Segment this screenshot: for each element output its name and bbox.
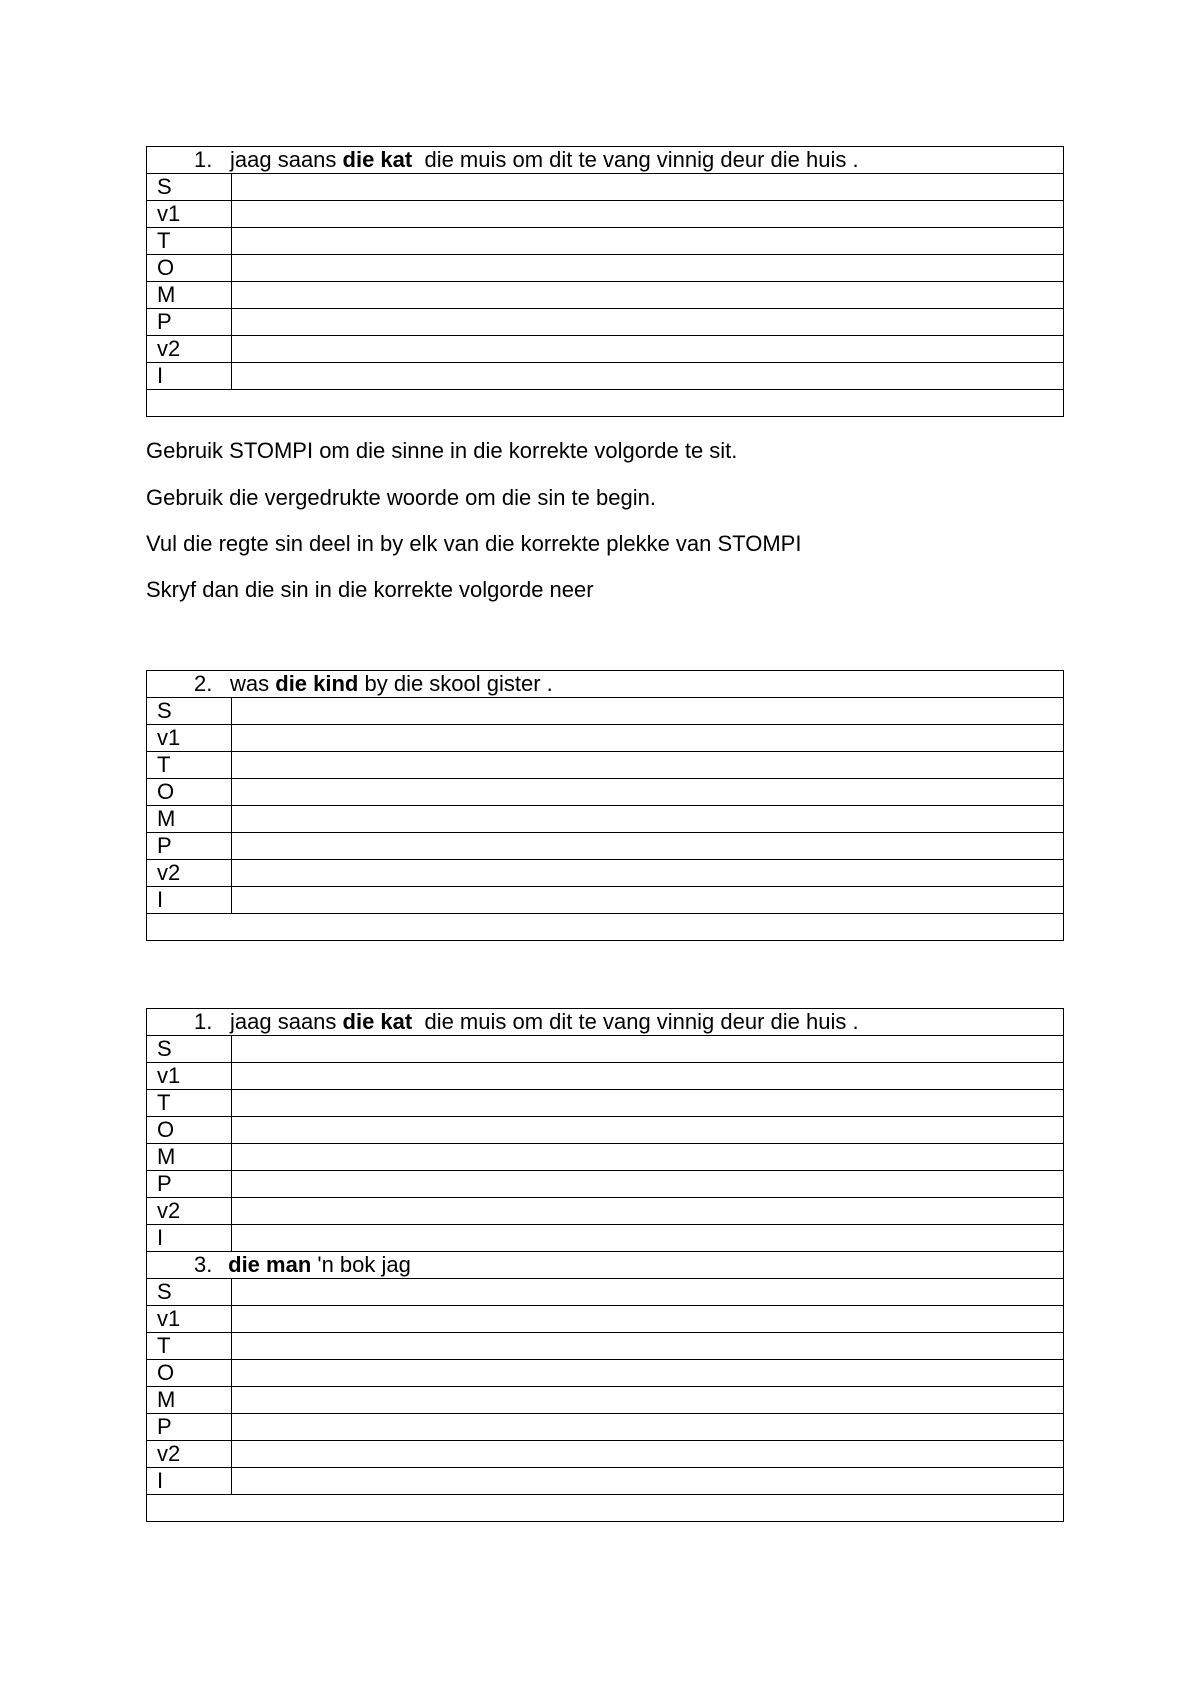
row-label: v2 [147, 1441, 232, 1468]
answer-cell[interactable] [232, 1117, 1064, 1144]
row-label: P [147, 1414, 232, 1441]
table-row [147, 174, 1064, 201]
answer-cell[interactable] [232, 1468, 1064, 1495]
row-label: T [147, 1333, 232, 1360]
stompi-table-1 [146, 146, 1064, 417]
table-row [147, 201, 1064, 228]
answer-cell[interactable] [232, 1279, 1064, 1306]
answer-cell[interactable] [232, 779, 1064, 806]
table-row [147, 363, 1064, 390]
row-label: P [147, 309, 232, 336]
sentence-answer-cell[interactable] [147, 914, 1064, 941]
row-label: P [147, 833, 232, 860]
row-label: v2 [147, 1198, 232, 1225]
table-row [147, 806, 1064, 833]
answer-cell[interactable] [232, 1360, 1064, 1387]
table-row [147, 1414, 1064, 1441]
table-row [147, 698, 1064, 725]
answer-cell[interactable] [232, 806, 1064, 833]
row-label: O [147, 255, 232, 282]
row-label: I [147, 887, 232, 914]
answer-cell[interactable] [232, 1198, 1064, 1225]
table-row [147, 309, 1064, 336]
question-text: 2. was die kind by die skool gister . [147, 671, 1064, 698]
answer-cell[interactable] [232, 174, 1064, 201]
answer-cell[interactable] [232, 887, 1064, 914]
answer-cell[interactable] [232, 1333, 1064, 1360]
answer-cell[interactable] [232, 1144, 1064, 1171]
instruction-line: Gebruik STOMPI om die sinne in die korrekte volgorde te sit. [146, 438, 738, 463]
table-row [147, 779, 1064, 806]
answer-cell[interactable] [232, 1306, 1064, 1333]
instruction-line: Gebruik die vergedrukte woorde om die sin te begin. [146, 485, 656, 510]
table-row [147, 1306, 1064, 1333]
row-label: S [147, 1279, 232, 1306]
question-text: 1. jaag saans die kat die muis om dit te vang vinnig deur die huis . [147, 1009, 1064, 1036]
answer-cell[interactable] [232, 725, 1064, 752]
row-label: v2 [147, 860, 232, 887]
sentence-row [147, 1495, 1064, 1522]
answer-cell[interactable] [232, 1441, 1064, 1468]
question-row [147, 671, 1064, 698]
row-label: v1 [147, 1306, 232, 1333]
table-row [147, 1198, 1064, 1225]
question-text: 3. die man 'n bok jag [147, 1252, 1064, 1279]
stompi-table-3 [146, 1008, 1064, 1522]
row-label: P [147, 1171, 232, 1198]
row-label: M [147, 1144, 232, 1171]
table-row [147, 1387, 1064, 1414]
table-row [147, 1063, 1064, 1090]
answer-cell[interactable] [232, 1090, 1064, 1117]
answer-cell[interactable] [232, 1387, 1064, 1414]
answer-cell[interactable] [232, 201, 1064, 228]
answer-cell[interactable] [232, 752, 1064, 779]
table-row [147, 1468, 1064, 1495]
table-row [147, 1333, 1064, 1360]
answer-cell[interactable] [232, 1414, 1064, 1441]
answer-cell[interactable] [232, 228, 1064, 255]
table-row [147, 228, 1064, 255]
row-label: v2 [147, 336, 232, 363]
row-label: O [147, 1360, 232, 1387]
row-label: M [147, 1387, 232, 1414]
answer-cell[interactable] [232, 860, 1064, 887]
stompi-table-2 [146, 670, 1064, 941]
row-label: O [147, 779, 232, 806]
table-row [147, 1441, 1064, 1468]
table-row [147, 860, 1064, 887]
row-label: v1 [147, 725, 232, 752]
answer-cell[interactable] [232, 833, 1064, 860]
answer-cell[interactable] [232, 698, 1064, 725]
table-row [147, 1225, 1064, 1252]
answer-cell[interactable] [232, 282, 1064, 309]
sentence-row [147, 390, 1064, 417]
table-row [147, 1279, 1064, 1306]
table-row [147, 725, 1064, 752]
row-label: T [147, 752, 232, 779]
answer-cell[interactable] [232, 1225, 1064, 1252]
row-label: M [147, 282, 232, 309]
row-label: I [147, 363, 232, 390]
answer-cell[interactable] [232, 1171, 1064, 1198]
question-text: 1. jaag saans die kat die muis om dit te vang vinnig deur die huis . [147, 147, 1064, 174]
row-label: I [147, 1468, 232, 1495]
instruction-line: Skryf dan die sin in die korrekte volgorde neer [146, 577, 594, 602]
row-label: M [147, 806, 232, 833]
row-label: v1 [147, 201, 232, 228]
answer-cell[interactable] [232, 1036, 1064, 1063]
table-row [147, 1360, 1064, 1387]
table-row [147, 1117, 1064, 1144]
table-row [147, 833, 1064, 860]
row-label: T [147, 228, 232, 255]
sentence-answer-cell[interactable] [147, 390, 1064, 417]
answer-cell[interactable] [232, 363, 1064, 390]
question-row [147, 1252, 1064, 1279]
table-row [147, 752, 1064, 779]
sentence-row [147, 914, 1064, 941]
table-row [147, 336, 1064, 363]
answer-cell[interactable] [232, 255, 1064, 282]
question-row [147, 1009, 1064, 1036]
row-label: S [147, 1036, 232, 1063]
table-row [147, 282, 1064, 309]
answer-cell[interactable] [232, 309, 1064, 336]
row-label: v1 [147, 1063, 232, 1090]
answer-cell[interactable] [232, 1063, 1064, 1090]
row-label: I [147, 1225, 232, 1252]
table-row [147, 1036, 1064, 1063]
question-row [147, 147, 1064, 174]
answer-cell[interactable] [232, 336, 1064, 363]
table-row [147, 255, 1064, 282]
table-row [147, 887, 1064, 914]
row-label: S [147, 174, 232, 201]
table-row [147, 1171, 1064, 1198]
row-label: S [147, 698, 232, 725]
row-label: O [147, 1117, 232, 1144]
row-label: T [147, 1090, 232, 1117]
instruction-line: Vul die regte sin deel in by elk van die korrekte plekke van STOMPI [146, 531, 802, 556]
table-row [147, 1144, 1064, 1171]
table-row [147, 1090, 1064, 1117]
sentence-answer-cell[interactable] [147, 1495, 1064, 1522]
